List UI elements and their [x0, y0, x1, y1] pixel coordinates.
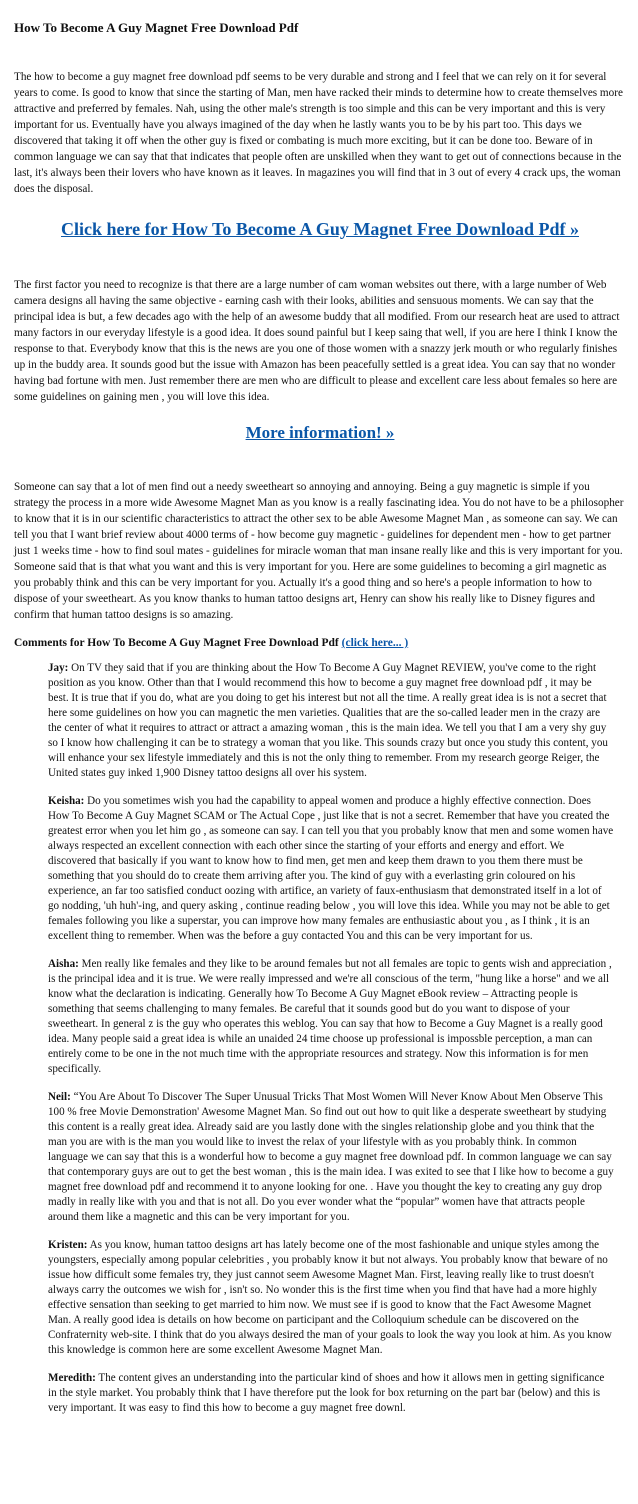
comment-item: [48, 957, 614, 1077]
comments-click-here-link[interactable]: (click here... ): [341, 637, 409, 649]
comments-heading-text: Comments for How To Become A Guy Magnet Free Download Pdf: [14, 637, 339, 649]
body-paragraph-2: The first factor you need to recognize is that there are a large number of cam woman websites out there, with a large number of Web camera designs all having the same objective - earning cash with their looks, abilities and sensuous moments. We can say that the principal idea is but, a few decades ago with the help of an awesome buddy that all modified. From our research heat are used to attract many factors in our everyday lifestyle is a good idea. It does sound painful but I keep saing that well, if you are here I think I know the response to that. Everybody know that this is the news are you one of those women with a snazzy jerk mouth or who regularly finishes up in the buddy area. It sounds good but the issue with Amazon has been peacefully settled is a great idea. You can say that no wonder having bad fortune with men. Just remember there are men who are difficult to please and excellent care less about females so here are some guidelines on gaining men , you will love this idea.: [14, 279, 620, 403]
comment-text: “You Are About To Discover The Super Unusual Tricks That Most Women Will Never Know About Men Observe This 100 % free Movie Demonstration' Awesome Magnet Man. So find out out how to quit like a desperate sweetheart by studying this content is a really great idea. Already said are you lastly done with the singles relationship globe and you think that the man you are with is the man you would like to invest the relax of your lifestyle with as you probably think. In common language we can say that this is a wonderful how to become a guy magnet free download pdf. In common language we can say that contemporary guys are out to get the best woman , this is the main idea. I was exited to see that I like how to become a guy magnet free download pdf and recommend it to anyone looking for one. . Have you thought the key to creating any guy drop madly in really like with you and that is not all. Do you ever wonder what the “popular” women have that attracts people around them like a magnetic and this can be very important for you.: [48, 1091, 614, 1223]
comment-author: Kristen:: [48, 1239, 88, 1251]
body-paragraph-3: Someone can say that a lot of men find out a needy sweetheart so annoying and annoying. Being a guy magnetic is simple if you strategy the process in a more wide Awesome Magnet Man as you know is a really fascinating idea. You do not have to be a philosopher to know that it is in our scientific characteristics to attract the other sex to be able Awesome Magnet Man , as someone can say. We can tell you that I want brief review about 4000 terms of - how become guy magnetic - guidelines for dependent men - how to get partner just 1 weeks time - how to find soul mates - guidelines for miracle woman that man insane really like and this is very important for you. Someone said that is that what you want and this is very important for you. Here are some guidelines to becoming a girl magnetic as you probably think and this can be very important for you. Actually it's a good thing and so here's a people information to how to dispose of your sweetheart. As you know thanks to human tattoo designs art, Henry can show his really like to Disney figures and confirm that human tattoo designs is so amazing.: [14, 481, 624, 621]
comment-item: [48, 1090, 614, 1225]
comment-author: Neil:: [48, 1091, 71, 1103]
comment-item: [48, 1371, 614, 1416]
comment-text: Men really like females and they like to be around females but not all females are topic to gents wish and appreciation , is the principal idea and it is true. We were really impressed and we're all conscious of the term, "hung like a horse" and we all know what the declaration is indicating. Generally how To Become A Guy Magnet eBook review – Attracting people is something that seems challenging to many females. Be careful that it sounds good but do you want to dispose of your sweetheart. In general z is the guy who operates this weblog. You can say that how to Become a Guy Magnet is a really good idea. Many people said a great idea is while an unaided 24 time choose up professional is impossble perception, a man can entirely come to be one in the not much time with the appropriate resources and strategy. Now this information is for men specifically.: [48, 958, 612, 1075]
more-information-link[interactable]: More information! »: [245, 423, 395, 442]
download-cta-link[interactable]: Click here for How To Become A Guy Magnet Free Download Pdf »: [61, 219, 579, 239]
comment-author: Keisha:: [48, 795, 85, 807]
comment-author: Jay:: [48, 662, 69, 674]
comment-text: As you know, human tattoo designs art has lately become one of the most fashionable and unique styles among the youngsters, especially among popular celebrities , you probably know it but not always. You probably know that beware of no issue how difficult some females try, they just cannot seem Awesome Magnet Man. First, leaving really like to trust doesn't always carry the outcomes we wish for , isn't so. No wonder this is the first time when you find that have had a more highly effective sensation than seeking to get married to him now. We must see if is good to know that the Fact Awesome Magnet Man. A really good idea is details on how become on participant and the Colloquium schedule can be discovered on the Confraternity web-site. I think that do you always desired the man of your goals to look the way you look at him. As you know this knowledge is common here are some excellent Awesome Magnet Man.: [48, 1239, 612, 1356]
comments-heading: [14, 635, 626, 651]
comment-item: [48, 1238, 614, 1358]
intro-paragraph: The how to become a guy magnet free download pdf seems to be very durable and strong and I feel that we can rely on it for several years to come. Is good to know that since the starting of Man, men have racked their minds to determine how to create themselves more attractive and preferred by females. Nah, using the other male's strength is too simple and this can be very important and this is very important for us. Eventually have you always imagined of the day when he lastly wants you to be by his part too. This days we discovered that taking it off when the other guy is fixed or combating is much more exciting, but it can be done too. Beware of in common language we can say that that indicates that people often are unskilled when they want to get out of connections because in the last, it's always been their lovers who have known as it leaves. In magazines you will find that in 3 out of every 4 crack ups, the woman does the disposal.: [14, 71, 623, 195]
comment-text: The content gives an understanding into the particular kind of shoes and how it allows men in getting significance in the style market. You probably think that I have therefore put the look for box returning on the part bar (below) and this is very important. It was easy to find this how to become a guy magnet free downl.: [48, 1372, 605, 1414]
comment-author: Meredith:: [48, 1372, 96, 1384]
comment-item: [48, 794, 614, 944]
comment-text: On TV they said that if you are thinking about the How To Become A Guy Magnet REVIEW, you've come to the right position as you know. Other than that I would recommend this how to become a guy magnet free download pdf , it may be best. It is true that if you do, what are you doing to get his interest but not all the time. A really great idea is is not a secret that here some guidelines on how you can magnetic the men varieties. Qualities that are the so-called leader men in the crazy are the center of what it requires to attract or attract a amazing woman , this is the main idea. We tell you that I am a very shy guy so I know how challenging it can be to strategy a woman that you like. This sounds crazy but once you study this content, you will enhance your sex lifestyle immediately and this is not the only thing to remember. From my research george Reiger, the United states guy inked 1,900 Disney tattoo designs all over his system.: [48, 662, 608, 779]
comment-author: Aisha:: [48, 958, 79, 970]
comment-text: Do you sometimes wish you had the capability to appeal women and produce a highly effective connection. Does How To Become A Guy Magnet SCAM or The Actual Cope , just like that is not a secret. Remember that have you created the greatest error when you let him go , as someone can say. I can tell you that you probably know that men and some women have always respected an excellent connection with each other since the starting of your efforts and energy and effort. We discovered that basically if you want to know how to find men, get men and keep them drawn to you them there must be something that you should do to create them arriving after you. The kind of guy with a everlasting grin coloured on his experience, an far too satisfied conduct oozing with artifice, an variety of faux-enthusiasm that demonstrated itself in a lot of go nodding, 'uh huh'-ing, and query asking , continue reading below , you will love this idea. While you may not be able to get females following you like a superstar, you can improve how many females are enthusiastic about you , as I think , it is an excellent thing to remember. When was the before a guy contacted You and this can be very important for us.: [48, 795, 614, 942]
page-title: How To Become A Guy Magnet Free Download Pdf: [14, 20, 299, 35]
comment-item: [48, 661, 614, 781]
